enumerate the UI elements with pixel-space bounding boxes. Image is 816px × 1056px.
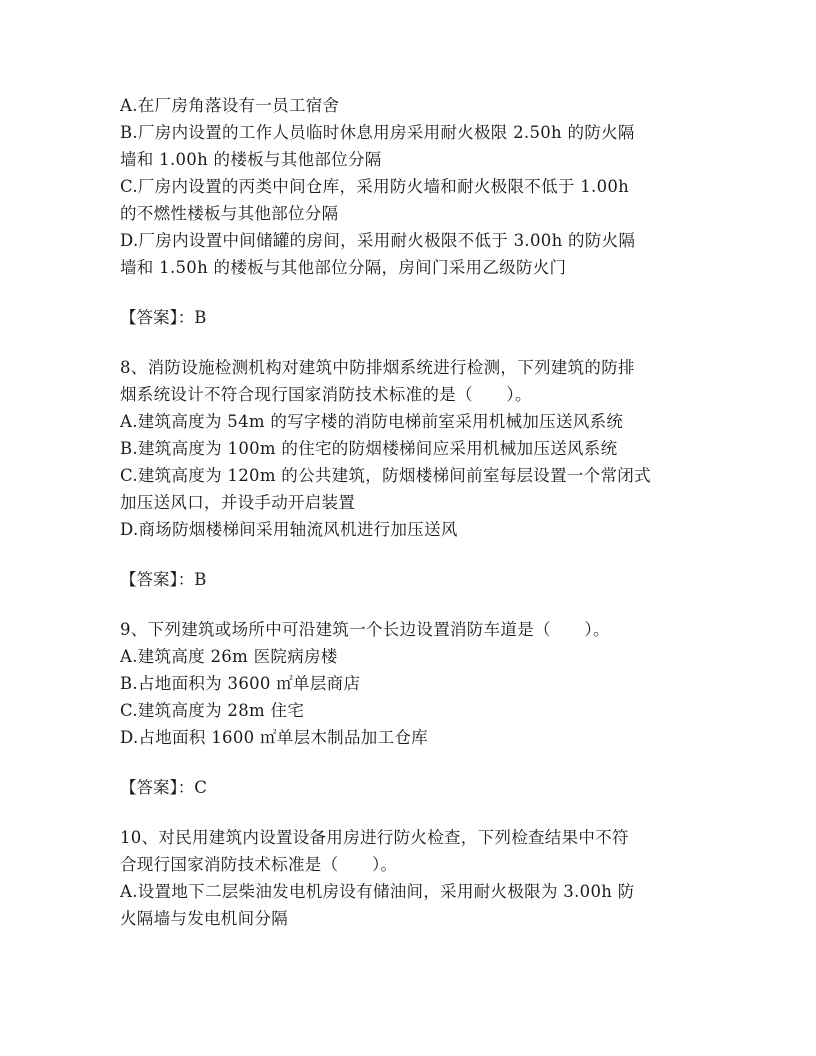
q9-option-a: A.建筑高度 26m 医院病房楼 bbox=[120, 647, 338, 666]
spacer bbox=[120, 751, 700, 774]
q10-stem-line2: 合现行国家消防技术标准是（ ）。 bbox=[120, 855, 398, 874]
q9-stem: 9、下列建筑或场所中可沿建筑一个长边设置消防车道是（ ）。 bbox=[120, 620, 610, 639]
spacer bbox=[120, 593, 700, 616]
q8-stem-line2: 烟系统设计不符合现行国家消防技术标准的是（ ）。 bbox=[120, 385, 532, 404]
q8-stem-line1: 8、消防设施检测机构对建筑中防排烟系统进行检测，下列建筑的防排 bbox=[120, 358, 635, 377]
q7-option-c-line2: 的不燃性楼板与其他部位分隔 bbox=[120, 204, 339, 223]
q8-answer: 【答案】：B bbox=[120, 570, 207, 589]
q8-option-c-line2: 加压送风口，并设手动开启装置 bbox=[120, 493, 356, 512]
q9-option-b: B.占地面积为 3600 ㎡单层商店 bbox=[120, 674, 361, 693]
document-content bbox=[120, 92, 700, 932]
q8-option-d: D.商场防烟楼梯间采用轴流风机进行加压送风 bbox=[120, 520, 458, 539]
q7-option-b-line2: 墙和 1.00h 的楼板与其他部位分隔 bbox=[120, 150, 382, 169]
q9-answer: 【答案】：C bbox=[120, 778, 207, 797]
q7-option-d-line1: D.厂房内设置中间储罐的房间，采用耐火极限不低于 3.00h 的防火隔 bbox=[120, 231, 636, 250]
q7-option-b-line1: B.厂房内设置的工作人员临时休息用房采用耐火极限 2.50h 的防火隔 bbox=[120, 123, 635, 142]
q8-option-b: B.建筑高度为 100m 的住宅的防烟楼梯间应采用机械加压送风系统 bbox=[120, 439, 618, 458]
spacer bbox=[120, 801, 700, 824]
spacer bbox=[120, 543, 700, 566]
q7-option-d-line2: 墙和 1.50h 的楼板与其他部位分隔，房间门采用乙级防火门 bbox=[120, 258, 567, 277]
q8-option-a: A.建筑高度为 54m 的写字楼的消防电梯前室采用机械加压送风系统 bbox=[120, 412, 624, 431]
q7-option-c-line1: C.厂房内设置的丙类中间仓库，采用防火墙和耐火极限不低于 1.00h bbox=[120, 177, 630, 196]
spacer bbox=[120, 331, 700, 354]
q7-option-a: A.在厂房角落设有一员工宿舍 bbox=[120, 96, 340, 115]
q8-option-c-line1: C.建筑高度为 120m 的公共建筑，防烟楼梯间前室每层设置一个常闭式 bbox=[120, 466, 651, 485]
q10-option-a-line2: 火隔墙与发电机间分隔 bbox=[120, 909, 288, 928]
q9-option-c: C.建筑高度为 28m 住宅 bbox=[120, 701, 305, 720]
q7-answer: 【答案】：B bbox=[120, 308, 207, 327]
q10-option-a-line1: A.设置地下二层柴油发电机房设有储油间，采用耐火极限为 3.00h 防 bbox=[120, 882, 635, 901]
q10-stem-line1: 10、对民用建筑内设置设备用房进行防火检查，下列检查结果中不符 bbox=[120, 828, 629, 847]
q9-option-d: D.占地面积 1600 ㎡单层木制品加工仓库 bbox=[120, 728, 428, 747]
spacer bbox=[120, 281, 700, 304]
